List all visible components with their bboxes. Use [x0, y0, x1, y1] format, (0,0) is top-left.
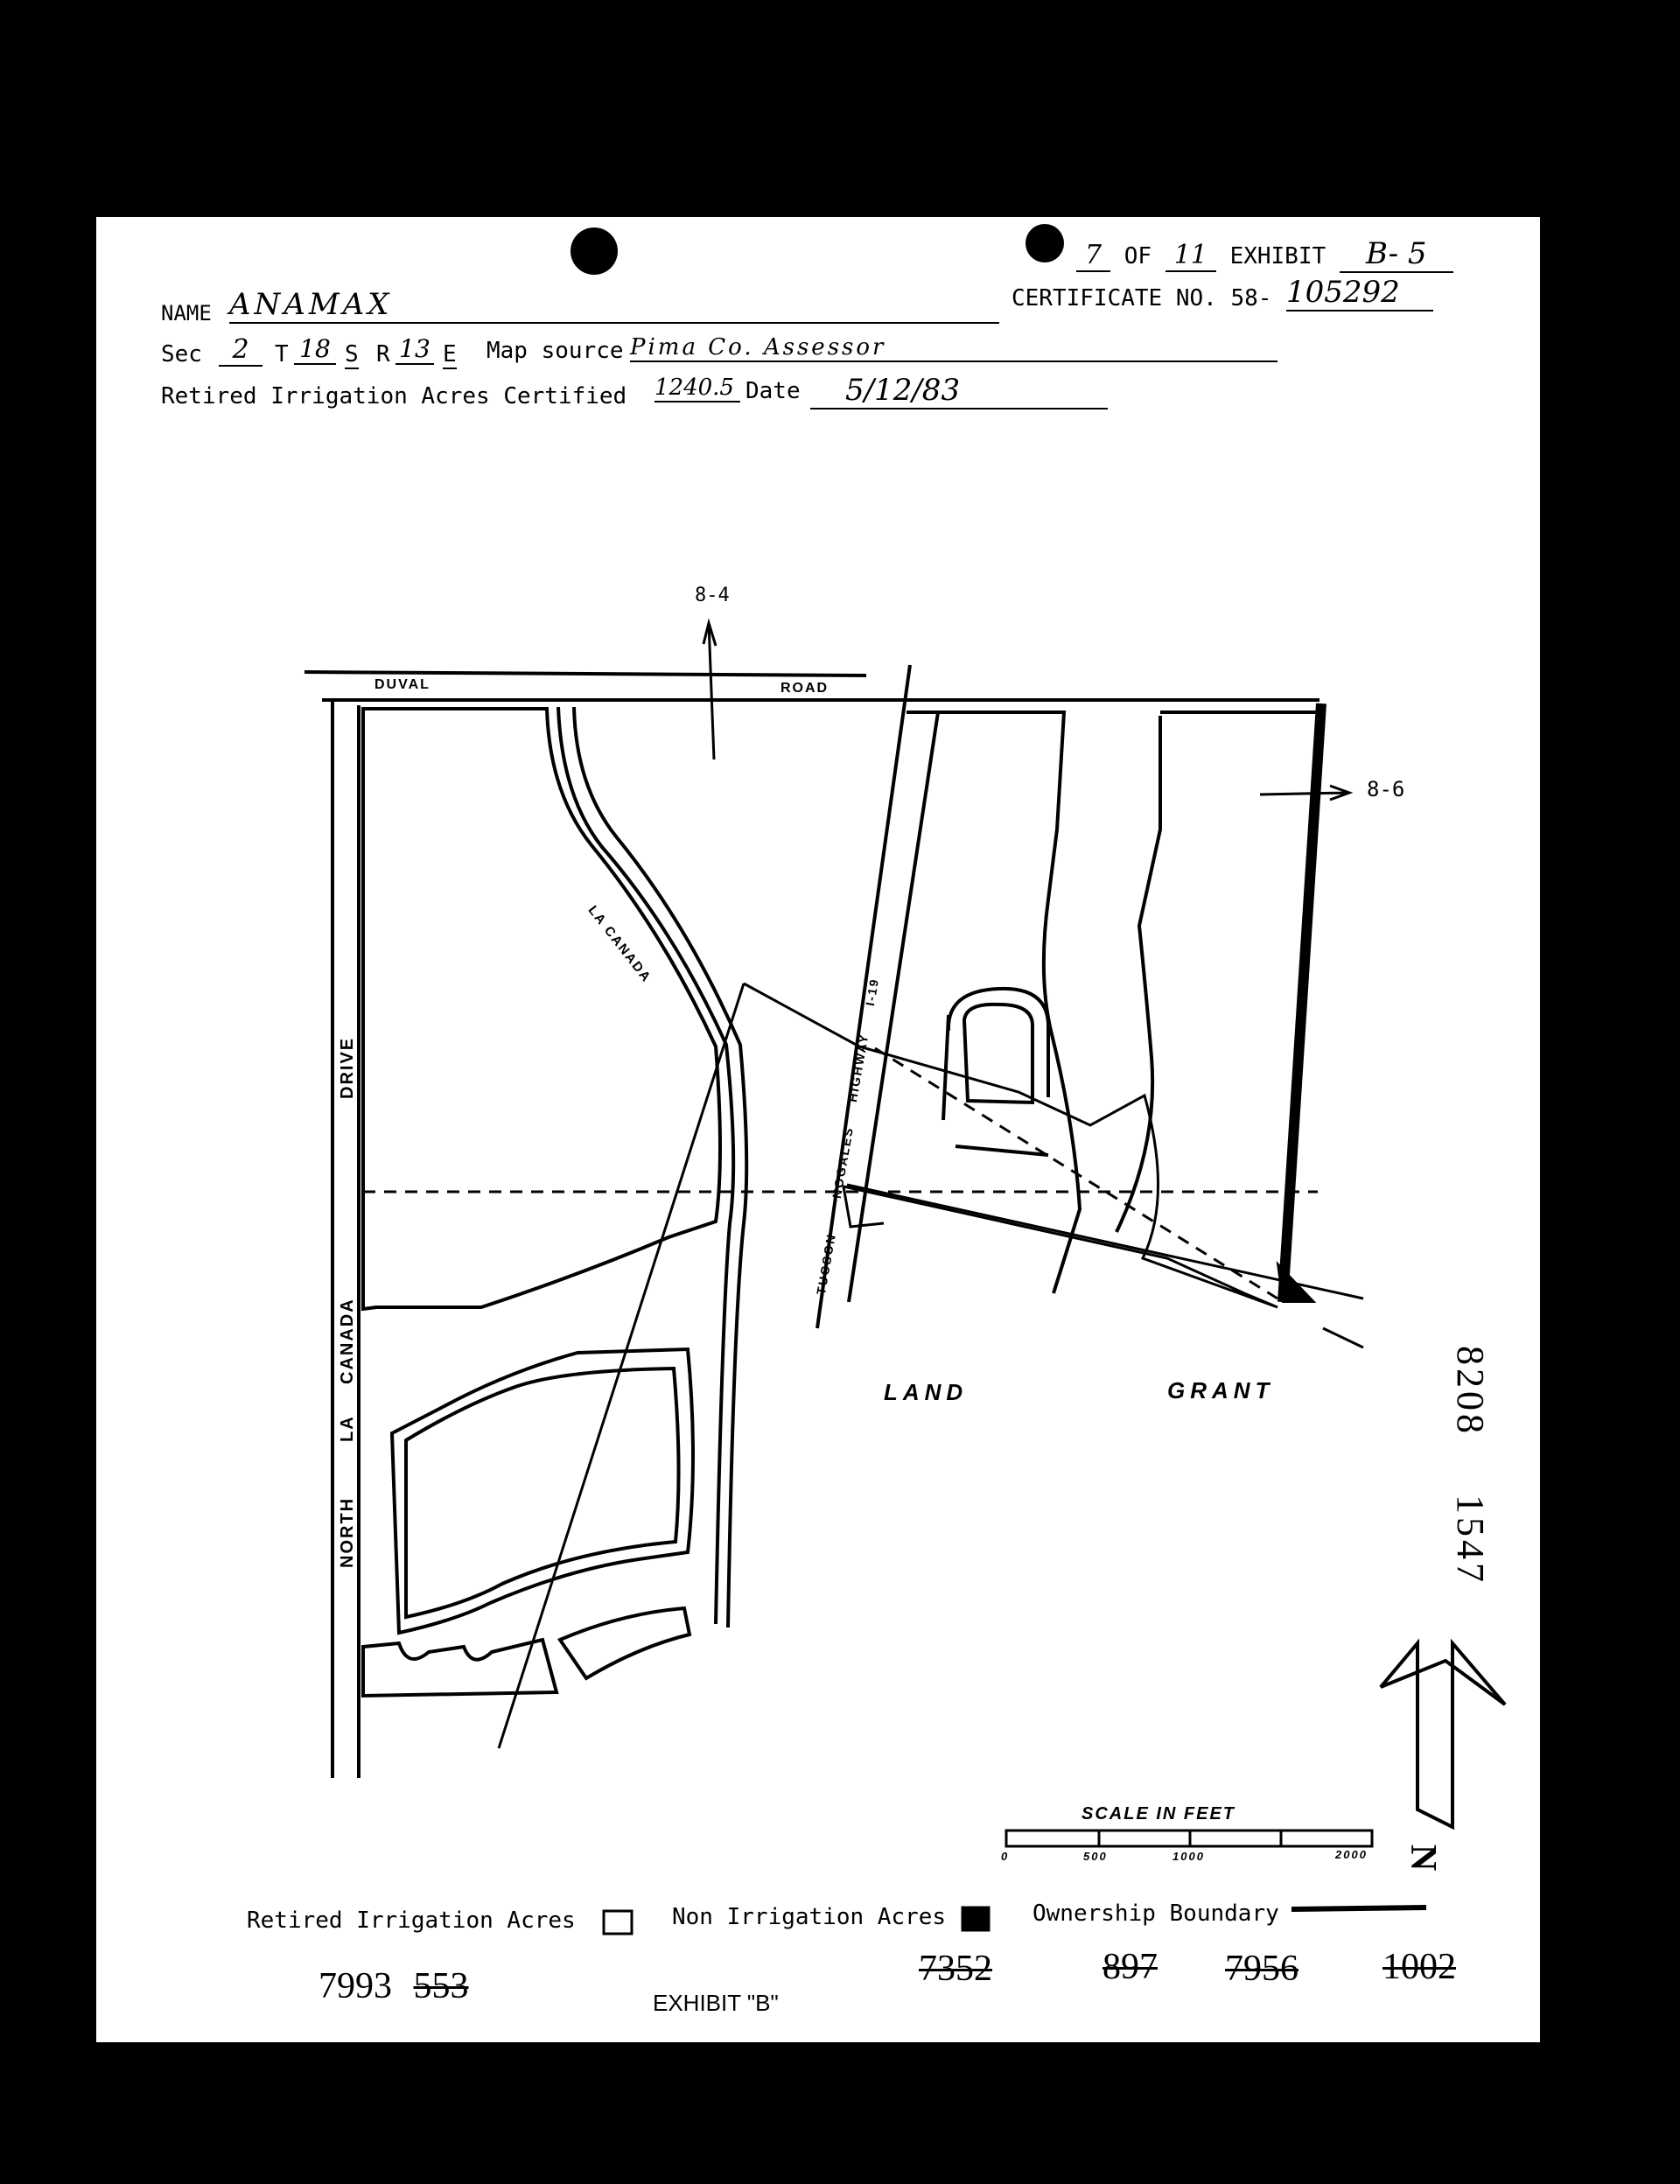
diagonal-dashed — [875, 1048, 1278, 1298]
cul-de-sac-loop-inner — [964, 1004, 1032, 1102]
name-value: ANAMAX — [229, 287, 999, 324]
road-label-road: ROAD — [780, 681, 830, 696]
non-irrigation-legend-box — [962, 1908, 989, 1930]
parcel-map — [96, 217, 1540, 2042]
south-lot — [560, 1608, 690, 1678]
la-canada-curve-road — [558, 707, 733, 1624]
highway-label-nogales: NOGALES — [830, 1125, 857, 1200]
west-parcel-boundary — [363, 709, 720, 1309]
certificate-label: CERTIFICATE NO. 58- — [1012, 285, 1272, 312]
lower-west-parcel — [392, 1349, 693, 1633]
drive-label-canada: CANADA — [338, 1298, 357, 1384]
map-source-label: Map source — [486, 338, 624, 364]
of-label: OF — [1124, 243, 1152, 270]
date-label: Date — [746, 378, 801, 404]
ref-label-north: 8-4 — [695, 584, 730, 606]
docket-number: 8208 — [1449, 1346, 1492, 1437]
exhibit-b-label: EXHIBIT "B" — [653, 1990, 779, 2016]
retired-legend-box — [604, 1911, 632, 1934]
ref-arrow-east-line — [1260, 793, 1348, 794]
ref-label-east: 8-6 — [1367, 777, 1405, 802]
ownership-boundary-south — [1323, 1328, 1363, 1348]
highway-label-highway: HIGHWAY — [845, 1032, 872, 1103]
duval-road-north-edge — [304, 672, 866, 676]
highway-label-i19: I-19 — [863, 976, 882, 1007]
name-label: NAME — [161, 301, 212, 326]
north-arrow-icon — [1381, 1643, 1505, 1827]
scale-tick-500: 500 — [1083, 1850, 1108, 1863]
footer-struck-1: 7352 — [919, 1949, 992, 1989]
retired-acres-value: 1240.5 — [654, 374, 740, 402]
east-parcel-inner — [1116, 716, 1160, 1232]
grant-label: GRANT — [1167, 1377, 1275, 1404]
footer-struck-3: 7956 — [1225, 1949, 1298, 1989]
t-value: 18 — [294, 334, 336, 365]
road-label-duval: DUVAL — [374, 677, 430, 692]
exhibit-value: B- 5 — [1340, 236, 1453, 273]
drive-label-north: NORTH — [338, 1496, 357, 1568]
date-value: 5/12/83 — [810, 373, 1108, 410]
southwest-lot — [363, 1640, 556, 1696]
scale-tick-1000: 1000 — [1172, 1850, 1205, 1863]
sec-value: 2 — [219, 334, 262, 367]
page-number: 1547 — [1449, 1494, 1492, 1586]
footer-left-struck: 553 — [413, 1966, 469, 2006]
footer-struck-2: 897 — [1102, 1947, 1158, 1987]
footer-struck-4: 1002 — [1382, 1947, 1456, 1987]
r-value: 13 — [396, 334, 434, 365]
footer-left-number — [318, 1965, 469, 2007]
scale-title: SCALE IN FEET — [1082, 1804, 1236, 1824]
map-source-value: Pima Co. Assessor — [630, 334, 1278, 362]
ownership-legend-line — [1292, 1908, 1426, 1909]
r-label: R — [376, 341, 390, 368]
r-direction: E — [443, 341, 457, 368]
exhibit-label: EXHIBIT — [1229, 243, 1326, 270]
ref-arrow-north-line — [709, 623, 714, 760]
t-label: T — [275, 341, 289, 368]
legend-retired-label: Retired Irrigation Acres — [247, 1908, 576, 1934]
footer-left-number-value: 7993 — [318, 1966, 392, 2006]
highway-label-tucson: TUCSON — [814, 1231, 839, 1296]
scale-tick-2000: 2000 — [1335, 1848, 1368, 1861]
sec-label: Sec — [161, 341, 202, 368]
exhibit-sheet — [96, 217, 1540, 2042]
t-direction: S — [345, 341, 359, 368]
sheet-number: 7 — [1076, 240, 1110, 272]
drive-label-drive: DRIVE — [338, 1036, 357, 1099]
scale-tick-0: 0 — [1001, 1850, 1010, 1863]
drive-label-la: LA — [338, 1415, 357, 1442]
retired-acres-label: Retired Irrigation Acres Certified — [161, 383, 627, 410]
sheet-total: 11 — [1166, 240, 1216, 272]
certificate-value: 105292 — [1286, 275, 1433, 312]
legend-non-irrigation-label: Non Irrigation Acres — [672, 1904, 947, 1930]
land-label: LAND — [884, 1379, 969, 1405]
road-label-la-canada-curve: LA CANADA — [584, 903, 654, 986]
legend-ownership-label: Ownership Boundary — [1032, 1900, 1279, 1927]
north-arrow-label: N — [1403, 1844, 1443, 1872]
non-irrigation-hatch — [1278, 1264, 1314, 1302]
